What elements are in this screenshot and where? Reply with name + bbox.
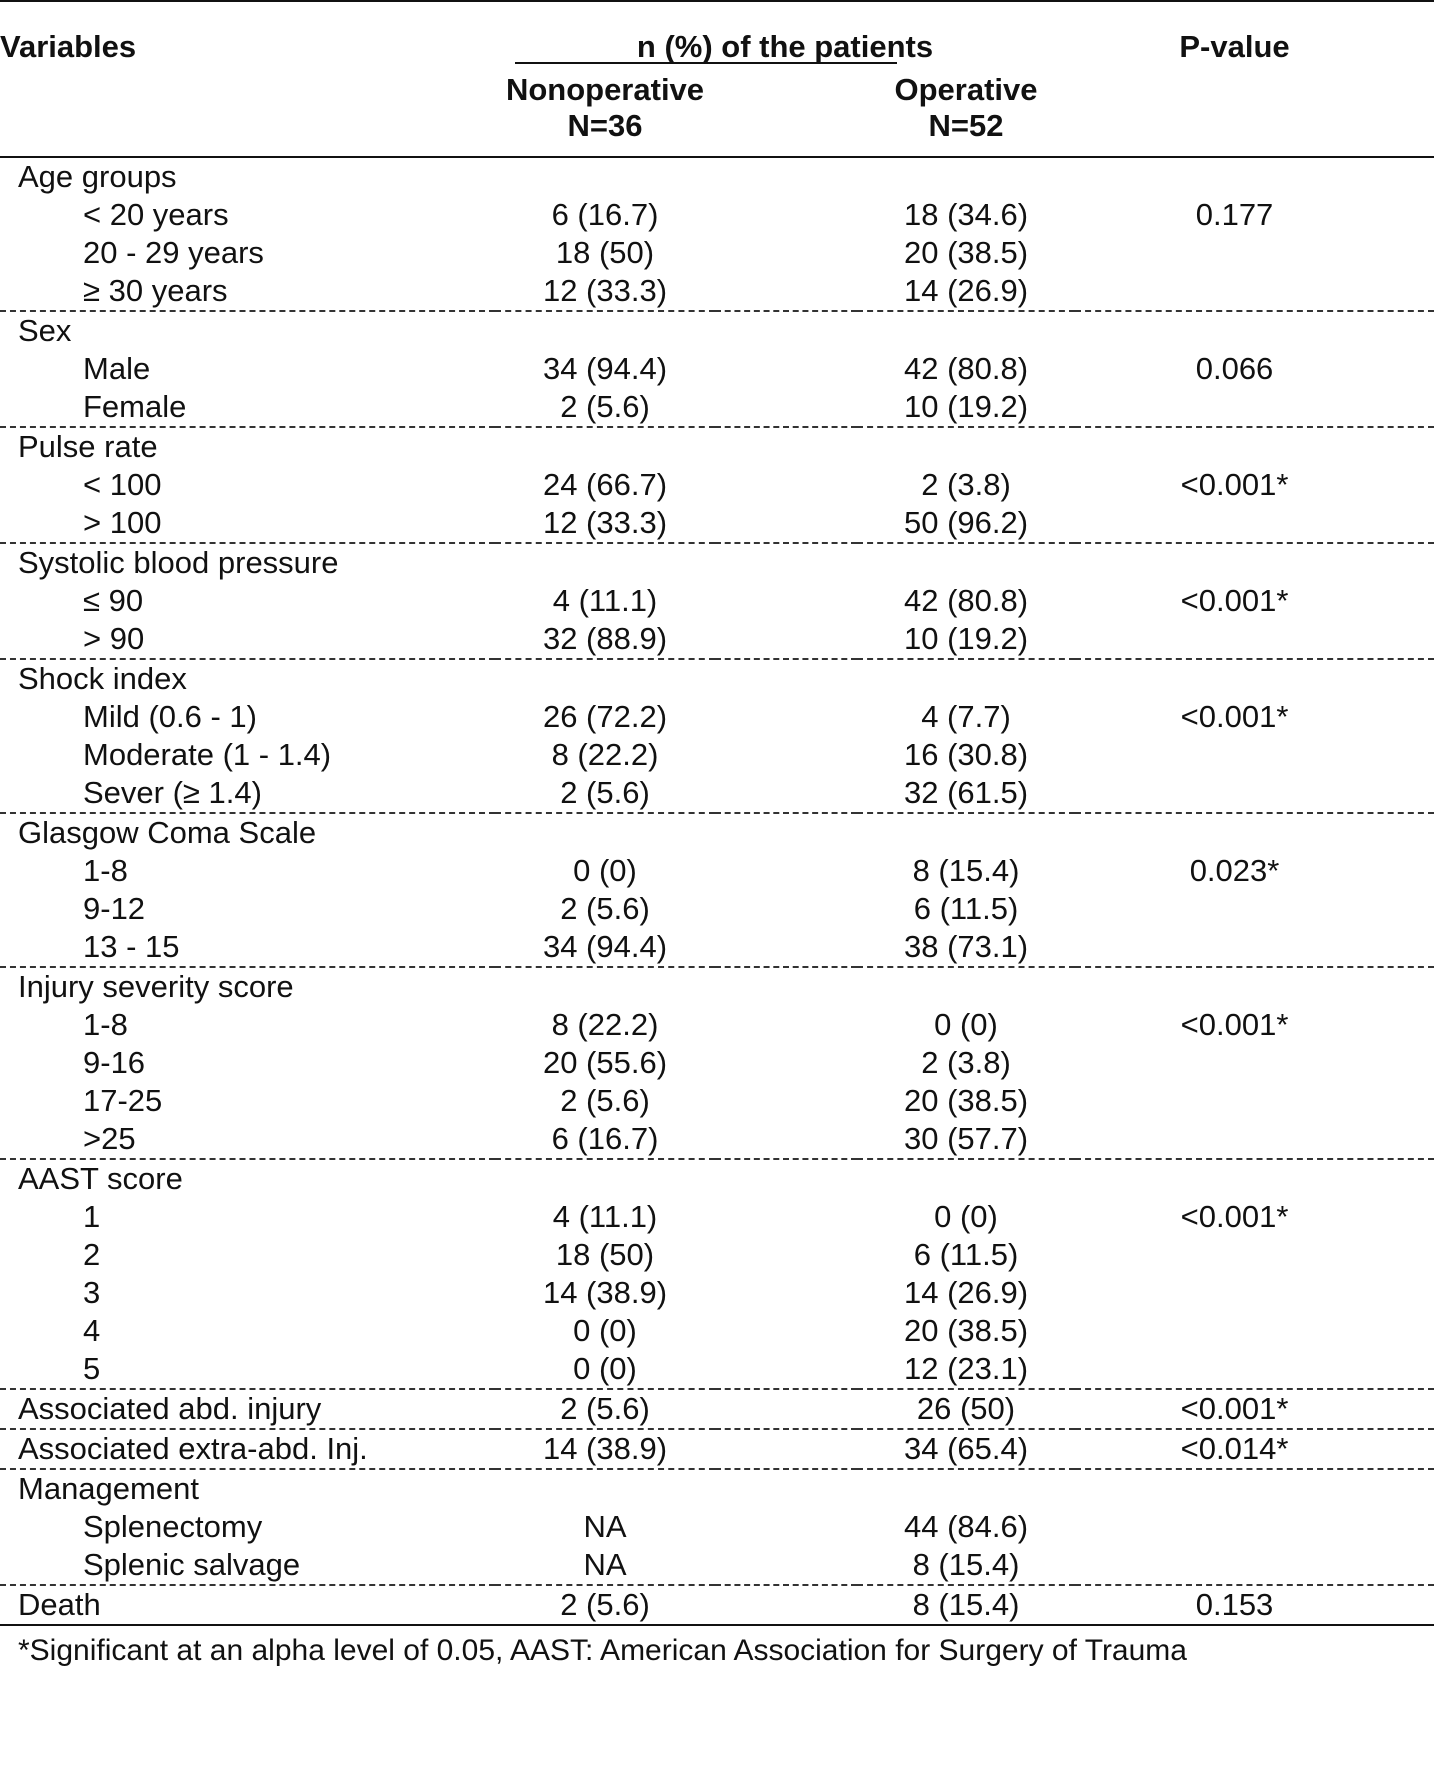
pvalue-cell bbox=[1075, 543, 1434, 582]
operative-cell: 8 (15.4) bbox=[857, 1585, 1075, 1625]
operative-cell: 8 (15.4) bbox=[912, 853, 1020, 888]
table-row bbox=[0, 1120, 1434, 1159]
group-row bbox=[0, 1429, 1434, 1469]
table-row bbox=[0, 388, 1434, 427]
operative-cell bbox=[857, 427, 1075, 466]
group-row bbox=[0, 1585, 1434, 1625]
row-label: ≥ 30 years bbox=[83, 273, 228, 308]
row-label: >25 bbox=[83, 1121, 136, 1156]
nonoperative-cell bbox=[495, 311, 715, 350]
group-row bbox=[0, 1159, 1434, 1198]
table-row bbox=[0, 1546, 1434, 1585]
nonoperative-cell: NA bbox=[583, 1509, 627, 1544]
row-label: < 100 bbox=[83, 467, 162, 502]
table-row bbox=[0, 504, 1434, 543]
operative-header: Operative N=52 bbox=[857, 72, 1075, 157]
nonoperative-cell: 32 (88.9) bbox=[542, 621, 668, 656]
nonoperative-cell: 34 (94.4) bbox=[542, 351, 668, 386]
pvalue-cell bbox=[1075, 427, 1434, 466]
operative-cell: 4 (7.7) bbox=[921, 699, 1011, 734]
operative-cell: 14 (26.9) bbox=[903, 1275, 1029, 1310]
pvalue-cell: <0.001* bbox=[1075, 1389, 1434, 1429]
table-row bbox=[0, 1312, 1434, 1350]
nonoperative-cell: 14 (38.9) bbox=[495, 1429, 715, 1469]
pvalue-cell: <0.001* bbox=[1180, 699, 1289, 734]
nonoperative-cell: 0 (0) bbox=[573, 853, 637, 888]
table-row bbox=[0, 466, 1434, 504]
operative-cell bbox=[857, 157, 1075, 196]
group-row bbox=[0, 157, 1434, 196]
table-row bbox=[0, 620, 1434, 659]
nonoperative-cell: 2 (5.6) bbox=[560, 891, 650, 926]
pvalue-cell bbox=[1075, 311, 1434, 350]
group-label: Pulse rate bbox=[0, 427, 495, 466]
footnote: *Significant at an alpha level of 0.05, AAST: American Association for Surgery of Trauma bbox=[18, 1634, 1187, 1667]
pvalue-cell bbox=[1075, 1274, 1434, 1312]
nonoperative-header: Nonoperative N=36 bbox=[495, 72, 715, 157]
pvalue-cell bbox=[1075, 1120, 1434, 1159]
operative-cell: 18 (34.6) bbox=[903, 197, 1029, 232]
table-row bbox=[0, 1274, 1434, 1312]
row-label: > 90 bbox=[83, 621, 145, 656]
row-label: > 100 bbox=[83, 505, 162, 540]
group-row bbox=[0, 813, 1434, 852]
row-label: 5 bbox=[83, 1351, 101, 1386]
operative-cell bbox=[857, 1469, 1075, 1508]
pvalue-cell bbox=[1075, 813, 1434, 852]
nonoperative-cell: 2 (5.6) bbox=[560, 1083, 650, 1118]
nonoperative-cell: 8 (22.2) bbox=[551, 1007, 659, 1042]
nonoperative-cell bbox=[495, 543, 715, 582]
table-row bbox=[0, 1082, 1434, 1120]
group-label: Associated extra-abd. Inj. bbox=[0, 1429, 495, 1469]
table-row bbox=[0, 350, 1434, 388]
pvalue-cell: <0.001* bbox=[1180, 1007, 1289, 1042]
table-row bbox=[0, 890, 1434, 928]
row-label: Moderate (1 - 1.4) bbox=[83, 737, 332, 772]
group-label: Injury severity score bbox=[0, 967, 495, 1006]
operative-cell: 44 (84.6) bbox=[903, 1509, 1029, 1544]
table-row bbox=[0, 582, 1434, 620]
group-row bbox=[0, 1469, 1434, 1508]
operative-cell bbox=[857, 813, 1075, 852]
row-label: Splenectomy bbox=[83, 1509, 263, 1544]
nonoperative-cell: 0 (0) bbox=[573, 1313, 637, 1348]
table-row bbox=[0, 1044, 1434, 1082]
group-row bbox=[0, 967, 1434, 1006]
operative-cell: 26 (50) bbox=[857, 1389, 1075, 1429]
row-label: 1-8 bbox=[83, 853, 128, 888]
operative-cell: 20 (38.5) bbox=[903, 1313, 1029, 1348]
row-label: Mild (0.6 - 1) bbox=[83, 699, 257, 734]
row-label: 17-25 bbox=[83, 1083, 163, 1118]
pvalue-cell bbox=[1075, 1312, 1434, 1350]
table-row bbox=[0, 234, 1434, 272]
pvalue-cell bbox=[1075, 890, 1434, 928]
pvalue-cell: 0.066 bbox=[1195, 351, 1274, 386]
pvalue-cell bbox=[1075, 1508, 1434, 1546]
nonoperative-cell: 18 (50) bbox=[555, 1237, 655, 1272]
table-row bbox=[0, 774, 1434, 813]
nonoperative-cell: 4 (11.1) bbox=[552, 1199, 658, 1234]
row-label: < 20 years bbox=[83, 197, 229, 232]
group-label: Death bbox=[0, 1585, 495, 1625]
table-row bbox=[0, 852, 1434, 890]
operative-cell: 34 (65.4) bbox=[857, 1429, 1075, 1469]
pvalue-cell bbox=[1075, 388, 1434, 427]
operative-cell bbox=[857, 967, 1075, 1006]
nonoperative-cell: 8 (22.2) bbox=[551, 737, 659, 772]
nonoperative-cell: 34 (94.4) bbox=[542, 929, 668, 964]
group-label: Associated abd. injury bbox=[0, 1389, 495, 1429]
pvalue-cell bbox=[1075, 1082, 1434, 1120]
pvalue-cell: <0.001* bbox=[1180, 583, 1289, 618]
table-body bbox=[0, 157, 1434, 1625]
group-label: Management bbox=[0, 1469, 495, 1508]
row-label: 1-8 bbox=[83, 1007, 128, 1042]
nonoperative-cell: 2 (5.6) bbox=[560, 775, 650, 810]
nonoperative-cell: 6 (16.7) bbox=[551, 1121, 659, 1156]
operative-cell: 32 (61.5) bbox=[903, 775, 1029, 810]
pvalue-cell bbox=[1075, 1044, 1434, 1082]
pvalue-cell bbox=[1075, 659, 1434, 698]
pvalue-cell bbox=[1075, 234, 1434, 272]
group-row bbox=[0, 311, 1434, 350]
nonoperative-cell: 18 (50) bbox=[555, 235, 655, 270]
pvalue-cell bbox=[1075, 967, 1434, 1006]
row-label: 20 - 29 years bbox=[83, 235, 264, 270]
pvalue-cell bbox=[1075, 1159, 1434, 1198]
group-header-underline bbox=[515, 62, 897, 64]
pvalue-cell bbox=[1075, 1236, 1434, 1274]
nonoperative-cell: 24 (66.7) bbox=[542, 467, 668, 502]
table-row bbox=[0, 1006, 1434, 1044]
row-label: Male bbox=[83, 351, 151, 386]
pvalue-cell bbox=[1075, 774, 1434, 813]
nonoperative-cell: 4 (11.1) bbox=[552, 583, 658, 618]
nonoperative-cell: 20 (55.6) bbox=[542, 1045, 668, 1080]
pvalue-cell bbox=[1075, 1469, 1434, 1508]
pvalue-cell bbox=[1075, 736, 1434, 774]
nonoperative-cell: 2 (5.6) bbox=[495, 1389, 715, 1429]
operative-cell: 20 (38.5) bbox=[903, 235, 1029, 270]
row-label: Sever (≥ 1.4) bbox=[83, 775, 262, 810]
row-label: Female bbox=[83, 389, 187, 424]
row-label: Splenic salvage bbox=[83, 1547, 301, 1582]
operative-cell: 8 (15.4) bbox=[912, 1547, 1020, 1582]
nonoperative-cell bbox=[495, 1159, 715, 1198]
group-label: Glasgow Coma Scale bbox=[0, 813, 495, 852]
row-label: 3 bbox=[83, 1275, 101, 1310]
table-row bbox=[0, 272, 1434, 311]
table-row bbox=[0, 1508, 1434, 1546]
nonoperative-cell bbox=[495, 1469, 715, 1508]
operative-cell: 12 (23.1) bbox=[903, 1351, 1029, 1386]
pvalue-cell bbox=[1075, 504, 1434, 543]
group-label: Shock index bbox=[0, 659, 495, 698]
operative-cell bbox=[857, 1159, 1075, 1198]
row-label: 9-16 bbox=[83, 1045, 146, 1080]
nonoperative-cell: 2 (5.6) bbox=[560, 389, 650, 424]
nonoperative-cell: 0 (0) bbox=[573, 1351, 637, 1386]
operative-cell: 0 (0) bbox=[934, 1007, 998, 1042]
group-row bbox=[0, 543, 1434, 582]
nonoperative-cell bbox=[495, 967, 715, 1006]
operative-cell bbox=[857, 543, 1075, 582]
nonoperative-cell: 2 (5.6) bbox=[495, 1585, 715, 1625]
group-label: Sex bbox=[0, 311, 495, 350]
operative-cell bbox=[857, 659, 1075, 698]
row-label: 9-12 bbox=[83, 891, 146, 926]
operative-cell: 2 (3.8) bbox=[921, 467, 1011, 502]
nonoperative-cell: 6 (16.7) bbox=[551, 197, 659, 232]
table-row bbox=[0, 1198, 1434, 1236]
nonoperative-cell bbox=[495, 659, 715, 698]
nonoperative-cell: 12 (33.3) bbox=[542, 505, 668, 540]
row-label: ≤ 90 bbox=[83, 583, 144, 618]
table-row bbox=[0, 1236, 1434, 1274]
group-header: n (%) of the patients bbox=[495, 1, 1075, 72]
table-row bbox=[0, 928, 1434, 967]
operative-cell: 50 (96.2) bbox=[903, 505, 1029, 540]
pvalue-cell bbox=[1075, 928, 1434, 967]
pvalue-cell bbox=[1075, 1546, 1434, 1585]
table-row bbox=[0, 698, 1434, 736]
operative-cell: 0 (0) bbox=[934, 1199, 998, 1234]
nonoperative-cell: 26 (72.2) bbox=[542, 699, 668, 734]
nonoperative-cell bbox=[495, 427, 715, 466]
operative-cell: 20 (38.5) bbox=[903, 1083, 1029, 1118]
operative-cell bbox=[857, 311, 1075, 350]
operative-cell: 38 (73.1) bbox=[903, 929, 1029, 964]
group-row bbox=[0, 659, 1434, 698]
operative-cell: 2 (3.8) bbox=[921, 1045, 1011, 1080]
operative-cell: 16 (30.8) bbox=[903, 737, 1029, 772]
nonoperative-cell bbox=[495, 157, 715, 196]
operative-cell: 10 (19.2) bbox=[903, 389, 1029, 424]
row-label: 13 - 15 bbox=[83, 929, 180, 964]
group-label: Age groups bbox=[18, 159, 177, 194]
operative-cell: 10 (19.2) bbox=[903, 621, 1029, 656]
operative-cell: 30 (57.7) bbox=[903, 1121, 1029, 1156]
pvalue-cell bbox=[1075, 272, 1434, 311]
variables-header: Variables bbox=[0, 1, 495, 72]
operative-cell: 6 (11.5) bbox=[913, 1237, 1019, 1272]
pvalue-cell: 0.023* bbox=[1189, 853, 1280, 888]
operative-cell: 14 (26.9) bbox=[903, 273, 1029, 308]
nonoperative-cell: 14 (38.9) bbox=[542, 1275, 668, 1310]
row-label: 2 bbox=[83, 1237, 101, 1272]
group-label: Systolic blood pressure bbox=[0, 543, 495, 582]
pvalue-cell: <0.014* bbox=[1075, 1429, 1434, 1469]
pvalue-cell bbox=[1075, 620, 1434, 659]
pvalue-cell: <0.001* bbox=[1180, 467, 1289, 502]
group-label: AAST score bbox=[0, 1159, 495, 1198]
table-row bbox=[0, 736, 1434, 774]
pvalue-cell: <0.001* bbox=[1180, 1199, 1289, 1234]
table-row bbox=[0, 1350, 1434, 1389]
row-label: 1 bbox=[83, 1199, 101, 1234]
pvalue-cell: 0.153 bbox=[1075, 1585, 1434, 1625]
table-row bbox=[0, 196, 1434, 234]
operative-cell: 6 (11.5) bbox=[913, 891, 1019, 926]
row-label: 4 bbox=[83, 1313, 101, 1348]
nonoperative-cell: NA bbox=[583, 1547, 627, 1582]
group-row bbox=[0, 427, 1434, 466]
pvalue-cell bbox=[1075, 157, 1434, 196]
group-row bbox=[0, 1389, 1434, 1429]
pvalue-cell bbox=[1075, 1350, 1434, 1389]
pvalue-header: P-value bbox=[1075, 1, 1434, 72]
operative-cell: 42 (80.8) bbox=[903, 351, 1029, 386]
pvalue-cell: 0.177 bbox=[1195, 197, 1274, 232]
operative-cell: 42 (80.8) bbox=[903, 583, 1029, 618]
nonoperative-cell bbox=[495, 813, 715, 852]
nonoperative-cell: 12 (33.3) bbox=[542, 273, 668, 308]
